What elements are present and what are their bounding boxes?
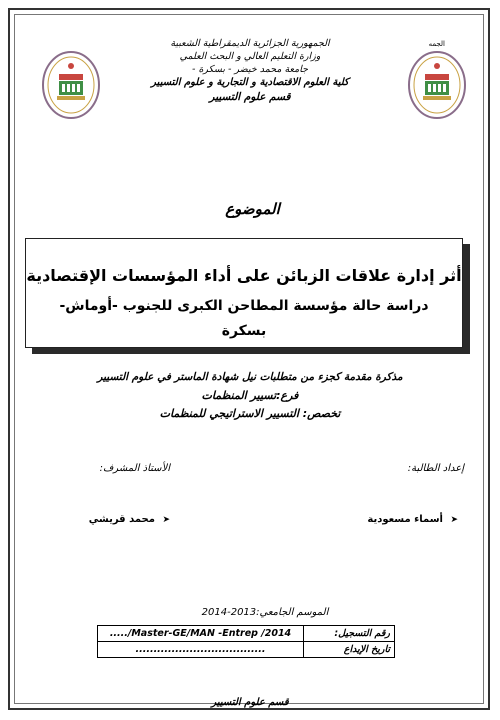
student-name-row <box>367 514 458 525</box>
deposit-date-label: تاريخ الإيداع <box>304 642 395 658</box>
registration-number-label: رقم التسجيل: <box>304 626 395 642</box>
branch-line: فرع:تسيير المنظمات <box>201 389 299 402</box>
thesis-city: بسكرة <box>221 323 267 339</box>
supervisor-name-row <box>89 514 170 525</box>
deposit-date-value: .................................... <box>98 642 304 658</box>
registration-number-value: ...../Master-GE/MAN -Entrep /2014 <box>98 626 304 642</box>
degree-statement: مذكرة مقدمة كجزء من متطلبات نيل شهادة الماستر في علوم التسيير <box>97 371 403 383</box>
supervisor-name: محمد قريشي <box>88 514 155 525</box>
header-department: قسم علوم التسيير <box>209 91 291 103</box>
university-logo-right <box>406 50 468 120</box>
student-name: أسماء مسعودية <box>367 514 443 525</box>
subject-label: الموضوع <box>225 200 280 218</box>
republic-corner-text: الجمه <box>428 40 445 48</box>
header-republic: الجمهورية الجزائرية الديمقراطية الشعبية <box>170 38 330 49</box>
student-label: إعداد الطالبة: <box>407 463 464 474</box>
header-ministry: وزارة التعليم العالي و البحث العلمي <box>179 51 321 62</box>
table-row <box>98 642 395 658</box>
pointer-arrow-icon: ➤ <box>162 515 170 525</box>
table-row <box>98 626 395 642</box>
registration-table <box>97 625 395 658</box>
header-university: جامعة محمد خيضر - بسكرة - <box>192 64 308 75</box>
specialty-line: تخصص: التسيير الاستراتيجي للمنظمات <box>159 407 341 420</box>
academic-year: الموسم الجامعي:2013-2014 <box>201 607 329 618</box>
footer-department: قسم علوم التسيير <box>211 697 289 708</box>
supervisor-label: الأستاذ المشرف: <box>99 463 170 474</box>
thesis-title: أثر إدارة علاقات الزبائن على أداء المؤسسات الإقتصادية <box>26 266 462 285</box>
header-faculty: كلية العلوم الاقتصادية و التجارية و علوم التسيير <box>151 77 349 88</box>
pointer-arrow-icon: ➤ <box>450 515 458 525</box>
thesis-case-study: دراسة حالة مؤسسة المطاحن الكبرى للجنوب -أوماش- <box>59 298 429 314</box>
